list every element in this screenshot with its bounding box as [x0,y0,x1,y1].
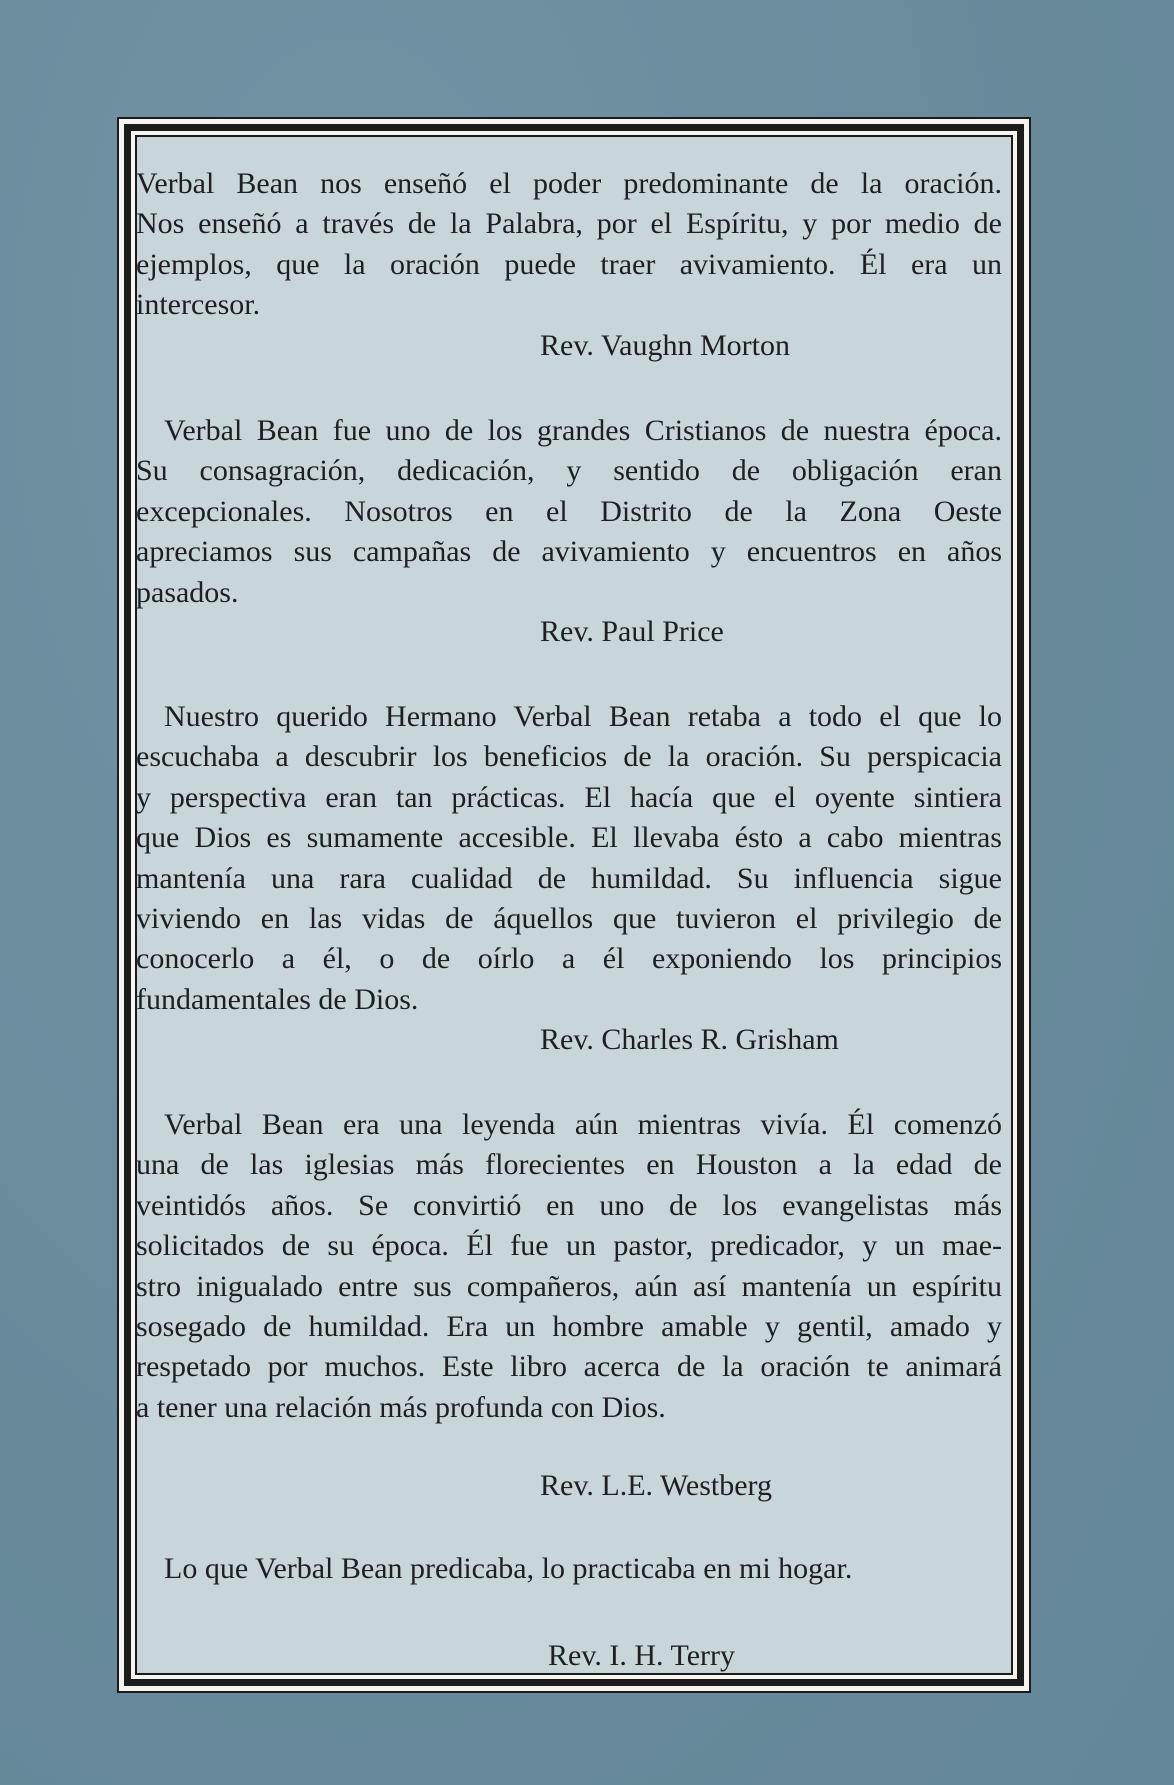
text-line: sosegado de humildad. Era un hombre amable y gentil, amado y [136,1309,1002,1343]
testimonial-author: Rev. Charles R. Grisham [540,1023,839,1056]
testimonial-author: Rev. I. H. Terry [548,1639,736,1672]
text-line: mantenía una rara cualidad de humildad. Su influencia sigue [136,861,1002,895]
text-line: veintidós años. Se convirtió en uno de los evangelistas más [136,1188,1002,1222]
testimonial-author: Rev. L.E. Westberg [540,1469,772,1502]
text-line: solicitados de su época. Él fue un pastor, predicador, y un mae- [136,1229,1002,1263]
text-line: Nos enseñó a través de la Palabra, por el Espíritu, y por medio de [136,207,1002,241]
text-line: conocerlo a él, o de oírlo a él exponiendo los principios [136,942,1002,976]
text-line: fundamentales de Dios. [136,982,419,1016]
text-line: respetado por muchos. Este libro acerca de la oración te animará [136,1350,1002,1384]
text-line: Su consagración, dedicación, y sentido de obligación eran [136,454,1002,488]
text-line: Verbal Bean nos enseñó el poder predominante de la oración. [136,167,1002,200]
text-line: Lo que Verbal Bean predicaba, lo practicaba en mi hogar. [164,1552,853,1585]
testimonial-paragraph [136,1105,1002,1428]
testimonial-paragraph [136,164,1002,326]
text-line: apreciamos sus campañas de avivamiento y encuentros en años [136,535,1002,569]
text-line: ejemplos, que la oración puede traer avivamiento. Él era un [136,247,1002,281]
text-line: Verbal Bean fue uno de los grandes Cristianos de nuestra época. [164,414,1002,447]
text-line: una de las iglesias más florecientes en Houston a la edad de [136,1148,1002,1182]
text-line: pasados. [136,575,239,609]
text-line: a tener una relación más profunda con Dios. [136,1390,666,1424]
text-line: y perspectiva eran tan prácticas. El hacía que el oyente sintiera [136,780,1002,814]
testimonial-paragraph [136,697,1002,1020]
text-line: viviendo en las vidas de áquellos que tuvieron el privilegio de [136,901,1002,935]
text-line: que Dios es sumamente accesible. El llevaba ésto a cabo mientras [136,821,1002,855]
text-line: Nuestro querido Hermano Verbal Bean retaba a todo el que lo [164,700,1002,733]
testimonial-paragraph [136,1549,1002,1589]
testimonial-author: Rev. Paul Price [540,615,724,648]
text-line: stro inigualado entre sus compañeros, aún así mantenía un espíritu [136,1269,1002,1303]
testimonial-paragraph [136,411,1002,613]
text-line: excepcionales. Nosotros en el Distrito de la Zona Oeste [136,494,1002,528]
text-line: Verbal Bean era una leyenda aún mientras vivía. Él comenzó [164,1108,1002,1141]
testimonial-author: Rev. Vaughn Morton [540,329,790,362]
text-line: escuchaba a descubrir los beneficios de la oración. Su perspicacia [136,740,1002,774]
text-line: intercesor. [136,288,261,322]
